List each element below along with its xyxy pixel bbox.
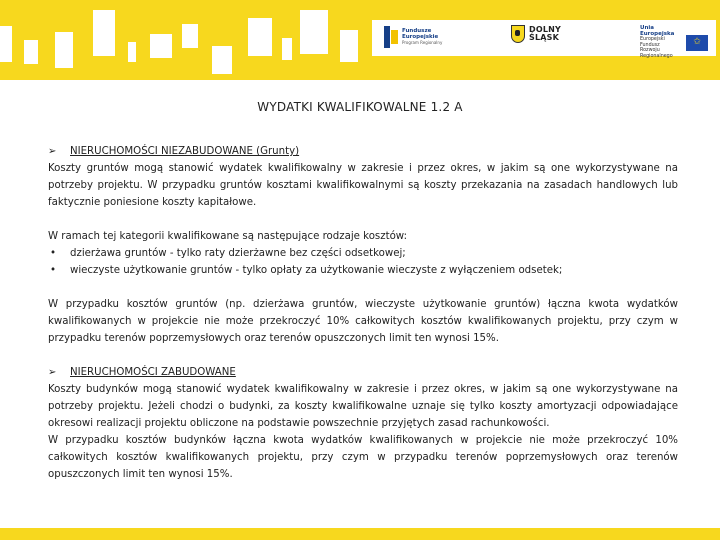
main-content (48, 143, 678, 483)
bullet-icon: • (50, 248, 57, 259)
ds-logo-line2: ŚLĄSK (529, 33, 560, 42)
paragraph-building-costs: Koszty budynków mogą stanowić wydatek kwalifikowalny w zakresie i przez okres, w jakim są one wykorzystywane na potrzeby projektu. Jeżeli chodzi o budynki, za koszty kwalifikowalne uznaje się tylko koszty amortyzacji odpowiadające okresowi realizacji projektu obliczone na podstawie powszechnie przyjętych zasad rachunkowości. (48, 384, 678, 429)
paragraph-categories-intro: W ramach tej kategorii kwalifikowane są następujące rodzaje kosztów: (48, 231, 408, 242)
fe-logo-line3: Program Regionalny (402, 40, 443, 45)
section-heading-text: NIERUCHOMOŚCI ZABUDOWANE (70, 367, 236, 378)
banner-decoration (212, 46, 232, 74)
paragraph-building-limit: W przypadku kosztów budynków łączna kwota wydatków kwalifikowanych w projekcie nie może przekroczyć 10% całkowitych kosztów kwalifikowanych projektu, przy czym w przypadku terenów poprzemysłowych oraz terenów opuszczonych limit ten wynosi 15%. (48, 435, 678, 480)
banner-decoration (55, 32, 73, 68)
logo-dolny-slask (511, 25, 561, 43)
list-item (48, 262, 678, 279)
paragraph-land-limit: W przypadku kosztów gruntów (np. dzierżawa gruntów, wieczyste użytkowanie gruntów) łączna kwota wydatków kwalifikowanych w projekcie nie może przekroczyć 10% całkowitych kosztów kwalifikowanych projektu, przy czym w przypadku terenów poprzemysłowych oraz terenów opuszczonych limit ten wynosi 15%. (48, 299, 678, 344)
ds-logo-line1: DOLNY (529, 25, 562, 34)
footer-bar (0, 528, 720, 540)
list-item-text: dzierżawa gruntów - tylko raty dzierżawne bez części odsetkowej; (70, 248, 406, 259)
logo-fundusze-europejskie (384, 23, 442, 51)
banner-decoration (340, 30, 358, 62)
ue-logo-line2: Europejski Fundusz (640, 37, 665, 48)
section-heading-built (48, 364, 678, 381)
fe-logo-icon (384, 26, 398, 48)
eagle-crest-icon (511, 25, 525, 43)
ue-logo-line3: Rozwoju Regionalnego (640, 48, 673, 59)
page-title: WYDATKI KWALIFIKOWALNE 1.2 A (257, 100, 463, 114)
list-item (48, 245, 678, 262)
bullet-icon: • (50, 265, 57, 276)
banner-decoration (182, 24, 198, 48)
header-banner (0, 0, 720, 80)
eu-flag-icon: ✩ (686, 35, 708, 51)
banner-decoration (282, 38, 292, 60)
paragraph-land-costs: Koszty gruntów mogą stanowić wydatek kwalifikowalny w zakresie i przez okres, w jakim są one wykorzystywane na potrzeby projektu. W przypadku gruntów kosztami kwalifikowalnymi są koszty przekazania na zasadach handlowych lub faktycznie poniesione koszty kapitałowe. (48, 163, 678, 208)
banner-decoration (248, 18, 272, 56)
section-heading-text: NIERUCHOMOŚCI NIEZABUDOWANE (Grunty) (70, 146, 300, 157)
arrow-bullet-icon: ➢ (48, 146, 57, 157)
banner-decoration (150, 34, 172, 58)
section-heading-unbuilt (48, 143, 678, 160)
fe-logo-line2: Europejskie (402, 34, 439, 40)
banner-decoration (24, 40, 38, 64)
fe-logo-line1: Fundusze (402, 28, 432, 34)
banner-decoration (128, 42, 136, 62)
logo-unia-europejska (640, 26, 708, 59)
ue-logo-line1: Unia Europejska (640, 25, 675, 37)
banner-decoration (93, 10, 115, 56)
banner-decoration (300, 10, 328, 54)
list-item-text: wieczyste użytkowanie gruntów - tylko opłaty za użytkowanie wieczyste z wyłączeniem odsetek; (70, 265, 563, 276)
banner-decoration (0, 26, 12, 62)
arrow-bullet-icon: ➢ (48, 367, 57, 378)
